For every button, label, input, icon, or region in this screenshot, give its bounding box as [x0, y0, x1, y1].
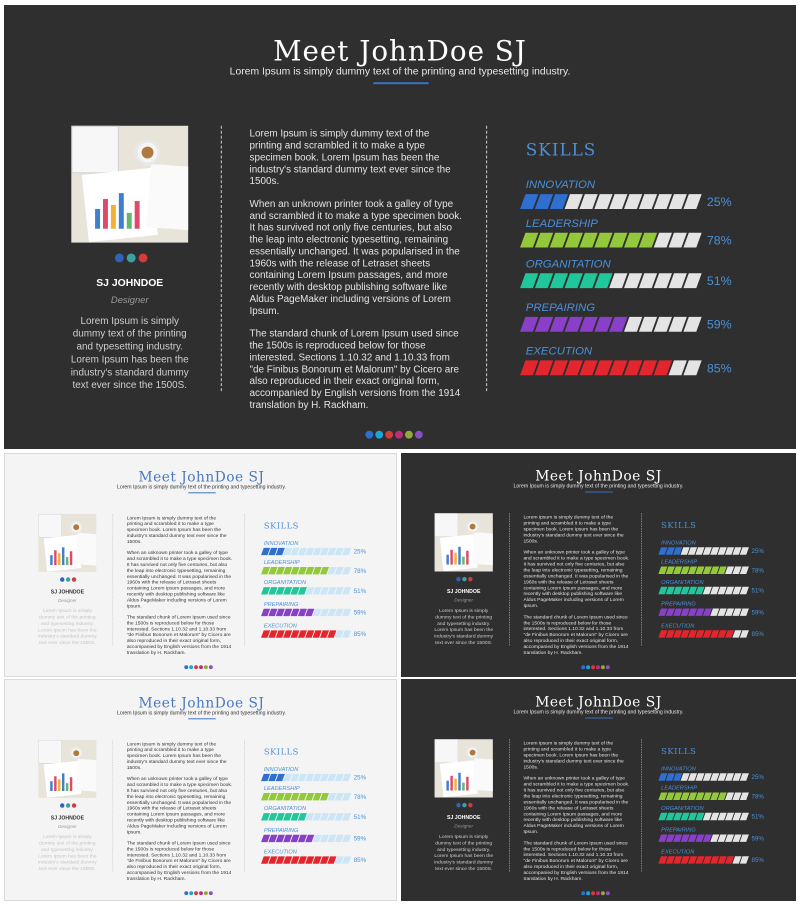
body-text — [523, 515, 629, 662]
paragraph: The standard chunk of Lorem Ipsum used since the 1500s is reproduced below for those interested. Sections 1.10.32 and 1.10.33 from "de Finibus Bonorum et Malorum" by Cicero are also reproduced in their exact original form, accompanied by English versions from the 1914 translation by H. Rackham. — [523, 840, 629, 882]
skill-bar-segment — [683, 194, 701, 209]
page-dot — [591, 665, 595, 669]
slide-content — [401, 453, 796, 675]
skill-progress-bar — [523, 233, 701, 248]
profile-bio: Lorem Ipsum is simply dummy text of the printing and typesetting industry. Lorem Ipsum has been the industry's standard dummy text ever since the 1500S. — [434, 834, 494, 872]
skills-title: SKILLS — [263, 521, 299, 532]
page-dot — [606, 891, 610, 895]
profile-photo — [38, 740, 96, 798]
skill-progress-bar — [660, 835, 749, 842]
page-dot — [194, 665, 198, 669]
skill-progress-bar — [660, 813, 749, 820]
paragraph: When an unknown printer took a galley of type and scrambled it to make a type specimen book. It has survived not only five centuries, but also the leap into electronic typesetting, remaining essentially unchanged. It was popularised in the 1960s with the release of Letraset sheets containing Lorem Ipsum passages, and more recently with desktop publishing software like Aldus PageMaker including versions of Lorem Ipsum. — [126, 776, 233, 835]
page-dot — [189, 665, 193, 669]
skill-percent: 78% — [353, 567, 367, 575]
profile-name: SJ JOHNDOE — [50, 589, 85, 595]
title-underline — [585, 718, 613, 719]
color-dot — [60, 577, 64, 581]
skill-percent: 85% — [751, 856, 764, 864]
skill-progress-bar — [660, 773, 749, 780]
skill-progress-bar — [523, 273, 701, 288]
skill-percent: 85% — [353, 630, 367, 638]
color-dot — [72, 577, 76, 581]
slide-title: Meet JohnDoe SJ — [535, 467, 662, 485]
paragraph: When an unknown printer took a galley of type and scrambled it to make a type specimen book. It has survived not only five centuries, but also the leap into electronic typesetting, remaining essentially unchanged. It was popularised in the 1960s with the release of Letraset sheets containing Lorem Ipsum passages, and more recently with desktop publishing software like Aldus PageMaker including versions of Lorem Ipsum. — [523, 775, 630, 835]
skill-progress-bar — [262, 813, 350, 820]
slide-subtitle: Lorem Ipsum is simply dummy text of the printing and typesetting industry. — [229, 65, 571, 78]
page-dots — [184, 891, 212, 895]
chart-bar-graphic — [58, 779, 60, 791]
skill-progress-bar — [660, 856, 749, 863]
profile-role: Designer — [110, 295, 149, 306]
skill-label: EXECUTION — [661, 848, 695, 855]
skill-bar-segment — [740, 630, 749, 637]
skill-percent: 85% — [751, 630, 764, 638]
skill-label: INNOVATION — [661, 765, 696, 772]
skill-label: LEADERSHIP — [525, 217, 598, 230]
chart-bar-graphic — [466, 777, 468, 791]
color-dot — [462, 577, 466, 581]
slide-thumbnail-light-2[interactable] — [4, 679, 397, 901]
color-dot — [66, 577, 70, 581]
page-dot — [199, 891, 203, 895]
skill-label: INNOVATION — [661, 539, 696, 546]
profile-photo — [435, 513, 493, 571]
skill-progress-bar — [523, 317, 701, 332]
skill-bar-segment — [740, 793, 749, 800]
keyboard-graphic — [38, 740, 62, 764]
profile-role: Designer — [58, 823, 77, 830]
paper-graphic — [76, 759, 97, 792]
page-dots — [581, 665, 610, 669]
chart-bar-graphic — [458, 547, 460, 565]
chart-bar-graphic — [95, 209, 100, 229]
slide-subtitle: Lorem Ipsum is simply dummy text of the printing and typesetting industry. — [513, 483, 684, 490]
chart-bar-graphic — [466, 551, 468, 565]
keyboard-graphic — [71, 126, 119, 174]
profile-bio: Lorem Ipsum is simply dummy text of the printing and typesetting industry. Lorem Ipsum has been the industry's standard dummy text ever since the 1500S. — [38, 608, 97, 646]
page-dot — [189, 891, 193, 895]
title-underline — [188, 492, 216, 493]
skill-label: INNOVATION — [263, 540, 299, 547]
coffee-cup-graphic — [70, 747, 83, 760]
slide-title: Meet JohnDoe SJ — [273, 34, 527, 68]
skill-bar-segment — [740, 813, 749, 820]
page-dot — [204, 665, 208, 669]
chart-bar-graphic — [446, 781, 448, 791]
color-dots — [60, 577, 76, 581]
chart-bar-graphic — [50, 555, 52, 565]
title-underline — [188, 718, 216, 719]
page-dot — [365, 431, 373, 439]
chart-bar-graphic — [135, 201, 140, 229]
skill-progress-bar — [660, 609, 749, 616]
color-dot — [468, 803, 472, 807]
skill-label: ORGANITATION — [263, 805, 307, 812]
page-dot — [184, 665, 188, 669]
slide-content — [401, 679, 796, 901]
skill-bar-segment — [740, 773, 749, 780]
body-text — [127, 515, 233, 661]
page-dot — [596, 891, 600, 895]
page-dot — [596, 665, 600, 669]
color-dot — [66, 803, 70, 807]
color-dot — [468, 577, 472, 581]
skill-progress-bar — [262, 774, 350, 781]
skill-percent: 59% — [353, 835, 367, 843]
profile-name: SJ JOHNDOE — [50, 815, 85, 821]
skill-percent: 51% — [751, 587, 764, 595]
color-dots — [60, 803, 76, 807]
paragraph: Lorem Ipsum is simply dummy text of the printing and scrambled it to make a type specimen book. Lorem Ipsum has been the industry's standard dummy text ever since the 1500s. — [523, 514, 624, 544]
skill-percent: 59% — [751, 609, 764, 616]
skill-percent: 78% — [751, 567, 764, 574]
skill-bar-segment — [342, 630, 351, 637]
slide-thumbnail-light-1[interactable] — [4, 453, 397, 677]
skills-title: SKILLS — [263, 747, 299, 758]
chart-bar-graphic — [66, 557, 68, 565]
chart-bar-graphic — [127, 213, 132, 229]
chart-bar-graphic — [462, 557, 464, 565]
skill-progress-bar — [660, 587, 749, 594]
paragraph: When an unknown printer took a galley of type and scrambled it to make a type specimen book. It has survived not only five centuries, but also the leap into electronic typesetting, remaining essentially unchanged. It was popularised in the 1960s with the release of Letraset sheets containing Lorem Ipsum passages, and more recently with desktop publishing software like Aldus PageMaker including versions of Lorem Ipsum. — [249, 199, 462, 317]
coffee-cup-graphic — [466, 520, 479, 533]
skill-label: ORGANITATION — [661, 579, 704, 586]
page-dot — [591, 891, 595, 895]
skill-percent: 59% — [751, 835, 764, 842]
slide-title: Meet JohnDoe SJ — [138, 468, 265, 485]
chart-bar-graphic — [70, 551, 72, 565]
skills-title: SKILLS — [525, 140, 597, 161]
chart-bar-graphic — [462, 783, 464, 791]
skill-percent: 51% — [751, 813, 764, 821]
skill-label: PREPAIRING — [525, 302, 596, 314]
page-dot — [581, 891, 585, 895]
skill-progress-bar — [660, 547, 749, 554]
chart-bar-graphic — [103, 199, 108, 229]
paragraph: Lorem Ipsum is simply dummy text of the printing and scrambled it to make a type specimen book. Lorem Ipsum has been the industry's standard dummy text ever since the 1500s. — [126, 741, 227, 771]
skill-percent: 51% — [353, 813, 367, 821]
skill-label: ORGANITATION — [263, 579, 307, 586]
skill-progress-bar — [262, 587, 350, 594]
skill-progress-bar — [523, 194, 701, 209]
slide-thumbnail-dark-2[interactable] — [401, 679, 796, 901]
chart-bar-graphic — [70, 777, 72, 791]
profile-name: SJ JOHNDOE — [446, 588, 481, 595]
page-dot — [586, 891, 590, 895]
paper-graphic — [472, 532, 493, 565]
body-text — [127, 741, 233, 887]
coffee-cup-graphic — [70, 521, 83, 534]
profile-bio: Lorem Ipsum is simply dummy text of the printing and typesetting industry. Lorem Ipsum has been the industry's standard dummy text ever since the 1500S. — [38, 834, 97, 872]
skill-percent: 78% — [353, 793, 367, 801]
profile-photo — [38, 514, 96, 572]
keyboard-graphic — [38, 514, 62, 538]
paper-graphic — [146, 164, 188, 230]
profile-role: Designer — [454, 823, 474, 830]
paragraph: When an unknown printer took a galley of type and scrambled it to make a type specimen book. It has survived not only five centuries, but also the leap into electronic typesetting, remaining essentially unchanged. It was popularised in the 1960s with the release of Letraset sheets containing Lorem Ipsum passages, and more recently with desktop publishing software like Aldus PageMaker including versions of Lorem Ipsum. — [523, 549, 630, 609]
title-underline — [585, 492, 613, 493]
chart-bar-graphic — [450, 776, 452, 791]
page-dot — [199, 665, 203, 669]
skill-progress-bar — [660, 793, 749, 800]
page-dots — [184, 665, 212, 669]
skill-bar-segment — [342, 856, 351, 863]
skill-progress-bar — [262, 548, 350, 555]
color-dots — [456, 577, 472, 581]
skill-bar-segment — [342, 835, 351, 842]
chart-bar-graphic — [446, 555, 448, 565]
skill-label: LEADERSHIP — [263, 559, 300, 566]
coffee-cup-graphic — [135, 140, 161, 166]
skill-label: INNOVATION — [263, 766, 299, 773]
page-dot — [601, 665, 605, 669]
page-dots — [365, 431, 422, 439]
paragraph: The standard chunk of Lorem Ipsum used since the 1500s is reproduced below for those interested. Sections 1.10.32 and 1.10.33 from "de Finibus Bonorum et Malorum" by Cicero are also reproduced in their exact original form, accompanied by English versions from the 1914 translation by H. Rackham. — [126, 840, 232, 882]
chart-bar-graphic — [66, 783, 68, 791]
color-dot — [462, 803, 466, 807]
profile-bio: Lorem Ipsum is simply dummy text of the printing and typesetting industry. Lorem Ipsum has been the industry's standard dummy text ever since the 1500S. — [70, 315, 189, 392]
chart-bar-graphic — [50, 781, 52, 791]
page-dot — [405, 431, 413, 439]
page-dot — [415, 431, 423, 439]
coffee-cup-graphic — [466, 746, 479, 759]
color-dot — [139, 253, 148, 262]
skill-bar-segment — [342, 587, 351, 594]
skill-label: PREPAIRING — [263, 601, 299, 608]
chart-bar-graphic — [54, 776, 56, 791]
skill-label: EXECUTION — [263, 848, 297, 855]
skill-progress-bar — [523, 360, 701, 375]
paper-graphic — [76, 533, 97, 566]
page-dot — [581, 665, 585, 669]
skill-percent: 25% — [706, 195, 732, 209]
paragraph: The standard chunk of Lorem Ipsum used since the 1500s is reproduced below for those interested. Sections 1.10.32 and 1.10.33 from "de Finibus Bonorum et Malorum" by Cicero are also reproduced in their exact original form, accompanied by English versions from the 1914 translation by H. Rackham. — [249, 328, 461, 411]
profile-name: SJ JOHNDOE — [446, 814, 481, 821]
skill-percent: 25% — [751, 773, 764, 781]
skill-label: LEADERSHIP — [661, 559, 698, 566]
profile-bio: Lorem Ipsum is simply dummy text of the printing and typesetting industry. Lorem Ipsum has been the industry's standard dummy text ever since the 1500S. — [434, 608, 494, 646]
page-dot — [601, 891, 605, 895]
skill-bar-segment — [342, 609, 351, 616]
skills-title: SKILLS — [661, 520, 697, 531]
skill-bar-segment — [740, 587, 749, 594]
keyboard-graphic — [435, 513, 459, 537]
skill-percent: 59% — [353, 609, 367, 617]
page-dot — [184, 891, 188, 895]
skill-bar-segment — [342, 813, 351, 820]
skill-bar-segment — [342, 774, 351, 781]
page-dot — [375, 431, 383, 439]
chart-bar-graphic — [62, 547, 64, 565]
skill-percent: 25% — [353, 774, 367, 782]
color-dot — [456, 577, 460, 581]
skill-bar-segment — [683, 360, 701, 375]
paragraph: Lorem Ipsum is simply dummy text of the printing and scrambled it to make a type specimen book. Lorem Ipsum has been the industry's standard dummy text ever since the 1500s. — [249, 128, 451, 188]
page-dot — [204, 891, 208, 895]
body-text — [250, 129, 463, 423]
skill-bar-segment — [342, 548, 351, 555]
page-dot — [395, 431, 403, 439]
profile-photo — [435, 739, 493, 797]
skill-bar-segment — [740, 609, 749, 616]
skill-progress-bar — [660, 567, 749, 574]
skill-bar-segment — [683, 317, 701, 332]
slide-main-dark — [4, 5, 796, 449]
chart-bar-graphic — [454, 553, 456, 565]
chart-bar-graphic — [119, 193, 124, 229]
skill-label: ORGANITATION — [661, 805, 704, 812]
skill-percent: 78% — [706, 233, 732, 248]
page-dot — [586, 665, 590, 669]
skill-percent: 51% — [353, 587, 367, 595]
chart-bar-graphic — [54, 550, 56, 565]
slide-subtitle: Lorem Ipsum is simply dummy text of the printing and typesetting industry. — [116, 709, 286, 716]
slide-thumbnail-dark-1[interactable] — [401, 453, 796, 677]
color-dot — [456, 803, 460, 807]
color-dot — [127, 253, 136, 262]
page-dot — [209, 665, 213, 669]
skill-label: LEADERSHIP — [263, 785, 300, 792]
chart-bar-graphic — [450, 550, 452, 565]
skill-progress-bar — [262, 835, 350, 842]
chart-bar-graphic — [58, 553, 60, 565]
skill-label: EXECUTION — [263, 622, 297, 629]
skill-percent: 85% — [706, 361, 732, 376]
color-dot — [115, 253, 124, 262]
skill-label: ORGANITATION — [525, 258, 611, 271]
profile-role: Designer — [58, 597, 77, 604]
skill-progress-bar — [262, 630, 350, 637]
slide-title: Meet JohnDoe SJ — [138, 694, 265, 711]
page-dots — [581, 891, 610, 895]
skill-percent: 85% — [353, 856, 367, 864]
skill-label: LEADERSHIP — [661, 785, 698, 792]
profile-role: Designer — [454, 597, 474, 604]
paragraph: Lorem Ipsum is simply dummy text of the printing and scrambled it to make a type specimen book. Lorem Ipsum has been the industry's standard dummy text ever since the 1500s. — [523, 740, 624, 770]
chart-bar-graphic — [62, 773, 64, 791]
skill-label: INNOVATION — [525, 179, 596, 192]
skill-progress-bar — [262, 609, 350, 616]
skill-bar-segment — [342, 567, 351, 574]
slide-title: Meet JohnDoe SJ — [535, 693, 662, 711]
skill-label: PREPAIRING — [661, 827, 696, 834]
color-dots — [456, 803, 472, 807]
slide-content — [4, 5, 796, 449]
page-dot — [385, 431, 393, 439]
skill-label: PREPAIRING — [661, 601, 696, 608]
skill-bar-segment — [740, 547, 749, 554]
skill-label: EXECUTION — [525, 345, 593, 358]
slide-subtitle: Lorem Ipsum is simply dummy text of the printing and typesetting industry. — [116, 483, 286, 490]
slide-content — [5, 454, 397, 675]
body-text — [523, 741, 629, 888]
page-dot — [606, 665, 610, 669]
skill-bar-segment — [683, 233, 701, 248]
skills-title: SKILLS — [661, 746, 697, 757]
paragraph: Lorem Ipsum is simply dummy text of the printing and scrambled it to make a type specimen book. Lorem Ipsum has been the industry's standard dummy text ever since the 1500s. — [126, 515, 227, 545]
divider-left — [221, 126, 222, 391]
profile-name: SJ JOHNDOE — [96, 277, 164, 290]
skill-bar-segment — [740, 856, 749, 863]
color-dots — [115, 253, 148, 262]
skill-percent: 25% — [751, 547, 764, 555]
skill-progress-bar — [262, 793, 350, 800]
keyboard-graphic — [435, 739, 459, 763]
chart-bar-graphic — [111, 205, 116, 229]
paragraph: When an unknown printer took a galley of type and scrambled it to make a type specimen book. It has survived not only five centuries, but also the leap into electronic typesetting, remaining essentially unchanged. It was popularised in the 1960s with the release of Letraset sheets containing Lorem Ipsum passages, and more recently with desktop publishing software like Aldus PageMaker including versions of Lorem Ipsum. — [126, 550, 233, 609]
paragraph: The standard chunk of Lorem Ipsum used since the 1500s is reproduced below for those interested. Sections 1.10.32 and 1.10.33 from "de Finibus Bonorum et Malorum" by Cicero are also reproduced in their exact original form, accompanied by English versions from the 1914 translation by H. Rackham. — [126, 614, 232, 656]
profile-photo — [71, 126, 188, 243]
skill-bar-segment — [740, 567, 749, 574]
skill-label: PREPAIRING — [263, 827, 299, 834]
slide-subtitle: Lorem Ipsum is simply dummy text of the printing and typesetting industry. — [513, 709, 684, 716]
divider-right — [486, 126, 487, 391]
skill-percent: 59% — [706, 317, 732, 332]
skill-percent: 51% — [706, 274, 732, 289]
skill-percent: 78% — [751, 793, 764, 800]
title-underline — [373, 82, 428, 84]
page-dot — [194, 891, 198, 895]
color-dot — [72, 803, 76, 807]
paper-graphic — [472, 758, 493, 791]
skill-progress-bar — [262, 856, 350, 863]
skill-bar-segment — [683, 273, 701, 288]
skill-bar-segment — [342, 793, 351, 800]
skill-progress-bar — [262, 567, 350, 574]
slide-content — [5, 680, 397, 901]
page-dot — [209, 891, 213, 895]
color-dot — [60, 803, 64, 807]
chart-bar-graphic — [458, 773, 460, 791]
chart-bar-graphic — [454, 779, 456, 791]
skill-percent: 25% — [353, 548, 367, 556]
skill-progress-bar — [660, 630, 749, 637]
skill-bar-segment — [740, 835, 749, 842]
paragraph: The standard chunk of Lorem Ipsum used since the 1500s is reproduced below for those interested. Sections 1.10.32 and 1.10.33 from "de Finibus Bonorum et Malorum" by Cicero are also reproduced in their exact original form, accompanied by English versions from the 1914 translation by H. Rackham. — [523, 614, 629, 656]
skill-label: EXECUTION — [661, 622, 695, 629]
